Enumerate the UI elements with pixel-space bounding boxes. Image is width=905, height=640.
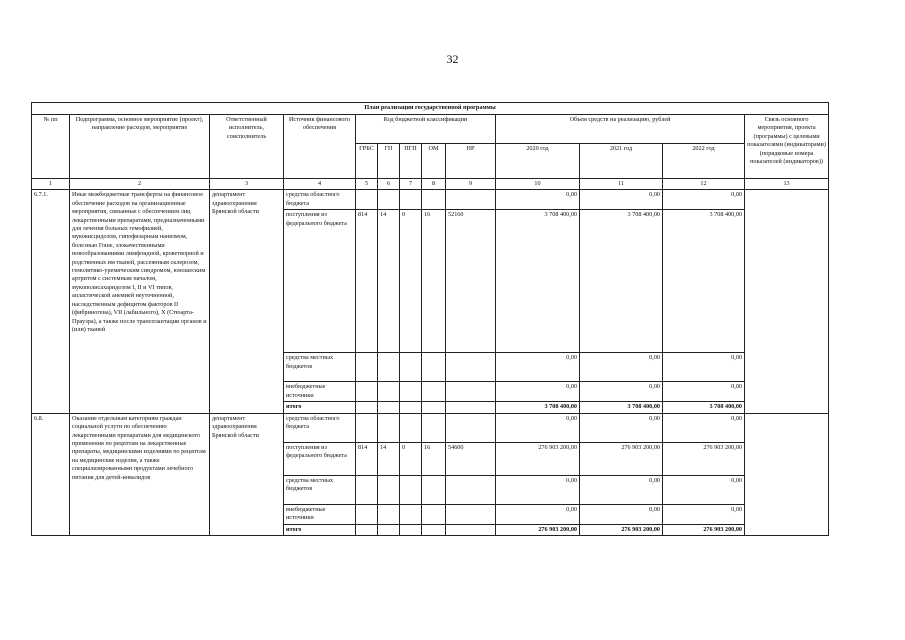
cell-grbs — [356, 413, 378, 442]
cell-pgp — [400, 413, 422, 442]
table-row — [32, 190, 829, 210]
cell-2022: 0,00 — [663, 382, 745, 402]
cell-nr — [446, 475, 496, 504]
col-number: 7 — [400, 179, 422, 190]
cell-om — [422, 504, 446, 524]
row-name: Оказание отдельным категориям граждан социальной услуги по обеспечению лекарственными препаратами для медицинского применения по рецептам на лекарственные препараты, медицинскими изделиями по рецептам на медицинские изделия, а также специализированными продуктами лечебного питания для детей-инвалидов — [70, 413, 210, 535]
cell-om — [422, 402, 446, 413]
cell-om — [422, 382, 446, 402]
row-source-total: итого — [284, 402, 356, 413]
column-number-row — [32, 179, 829, 190]
cell-om — [422, 475, 446, 504]
col-number: 8 — [422, 179, 446, 190]
row-source: поступления из федерального бюджета — [284, 210, 356, 353]
cell-gp — [378, 524, 400, 535]
cell-2021: 0,00 — [580, 504, 663, 524]
cell-gp — [378, 190, 400, 210]
header-name: Подпрограмма, основное мероприятие (проект), направление расходов, мероприятие — [70, 115, 210, 179]
cell-gp — [378, 382, 400, 402]
col-number: 10 — [496, 179, 580, 190]
cell-gp: 14 — [378, 210, 400, 353]
cell-2022: 0,00 — [663, 353, 745, 382]
cell-2022: 0,00 — [663, 504, 745, 524]
cell-2020: 0,00 — [496, 504, 580, 524]
cell-grbs — [356, 353, 378, 382]
cell-om — [422, 413, 446, 442]
col-number: 4 — [284, 179, 356, 190]
cell-2022: 0,00 — [663, 475, 745, 504]
cell-om — [422, 353, 446, 382]
cell-2021: 0,00 — [580, 382, 663, 402]
header-num: № пп — [32, 115, 70, 179]
cell-gp: 14 — [378, 442, 400, 475]
cell-2022: 0,00 — [663, 413, 745, 442]
cell-om — [422, 524, 446, 535]
table-title: План реализации государственной программы — [32, 103, 829, 115]
header-kbk: Код бюджетной классификации — [356, 115, 496, 144]
cell-nr — [446, 382, 496, 402]
cell-gp — [378, 413, 400, 442]
col-number: 12 — [663, 179, 745, 190]
cell-nr — [446, 524, 496, 535]
cell-pgp — [400, 353, 422, 382]
row-source: средства областного бюджета — [284, 413, 356, 442]
cell-2020: 3 708 400,00 — [496, 210, 580, 353]
header-nr: НР — [446, 144, 496, 179]
cell-nr — [446, 504, 496, 524]
cell-2020-total: 276 903 200,00 — [496, 524, 580, 535]
col-number: 3 — [210, 179, 284, 190]
col-number: 9 — [446, 179, 496, 190]
row-source: средства областного бюджета — [284, 190, 356, 210]
page-number: 32 — [446, 52, 459, 66]
cell-2020: 0,00 — [496, 413, 580, 442]
cell-2022: 3 708 400,00 — [663, 210, 745, 353]
row-name: Иные межбюджетные трансферты на финансовое обеспечение расходов на организационные мероприятия, связанные с обеспечением лиц лекарственными препаратами, предназначенными для лечения больных гемофилией, муковисцидозом, гипофизарным нанизмом, болезнью Гоше, злокачественными новообразованиями лимфоидной, кроветворной и родственных им тканей, рассеянным склерозом, гемолитико-уремическим синдромом, юношеским артритом с системным началом, мукополисахаридозом I, II и VI типов, апластической анемией неуточненной, наследственным дефицитом факторов II (фибриногена), VII (лабильного), X (Стюарта-Прауэра), а также после трансплантации органов и (или) тканей — [70, 190, 210, 413]
cell-om: 16 — [422, 442, 446, 475]
header-source: Источник финансового обеспечения — [284, 115, 356, 179]
cell-2021: 0,00 — [580, 475, 663, 504]
cell-2022: 276 903 200,00 — [663, 442, 745, 475]
cell-pgp: 0 — [400, 442, 422, 475]
cell-nr: 52160 — [446, 210, 496, 353]
cell-pgp — [400, 504, 422, 524]
cell-grbs — [356, 382, 378, 402]
row-num: 6.7.1. — [32, 190, 70, 413]
cell-link — [745, 413, 829, 535]
cell-2022: 0,00 — [663, 190, 745, 210]
cell-om: 16 — [422, 210, 446, 353]
cell-link — [745, 190, 829, 413]
row-source: средства местных бюджетов — [284, 353, 356, 382]
header-grbs: ГРБС — [356, 144, 378, 179]
cell-nr: 54600 — [446, 442, 496, 475]
cell-2022-total: 3 708 400,00 — [663, 402, 745, 413]
cell-grbs — [356, 475, 378, 504]
header-gp: ГП — [378, 144, 400, 179]
cell-2020: 0,00 — [496, 475, 580, 504]
cell-gp — [378, 475, 400, 504]
cell-nr — [446, 413, 496, 442]
cell-pgp — [400, 190, 422, 210]
row-num: 6.8. — [32, 413, 70, 535]
cell-2021: 0,00 — [580, 190, 663, 210]
col-number: 6 — [378, 179, 400, 190]
cell-gp — [378, 504, 400, 524]
cell-nr — [446, 353, 496, 382]
header-link: Связь основного мероприятия, проекта (программы) с целевыми показателями (индикаторами) (порядковые номера показателей (индикаторов)) — [745, 115, 829, 179]
row-source-total: итого — [284, 524, 356, 535]
row-executor: департамент здравоохранения Брянской области — [210, 190, 284, 413]
cell-pgp — [400, 475, 422, 504]
table-row — [32, 413, 829, 442]
col-number: 2 — [70, 179, 210, 190]
cell-2022-total: 276 903 200,00 — [663, 524, 745, 535]
cell-grbs: 814 — [356, 210, 378, 353]
program-plan-table — [31, 102, 829, 536]
cell-2021-total: 3 708 400,00 — [580, 402, 663, 413]
header-executor: Ответственный исполнитель, соисполнитель — [210, 115, 284, 179]
row-executor: департамент здравоохранения Брянской области — [210, 413, 284, 535]
cell-2021: 3 708 400,00 — [580, 210, 663, 353]
cell-grbs — [356, 524, 378, 535]
header-2021: 2021 год — [580, 144, 663, 179]
header-pgp: ПГП — [400, 144, 422, 179]
header-volume: Объем средств на реализацию, рублей — [496, 115, 745, 144]
header-2022: 2022 год — [663, 144, 745, 179]
cell-gp — [378, 402, 400, 413]
cell-om — [422, 190, 446, 210]
cell-2021: 0,00 — [580, 353, 663, 382]
cell-2020: 0,00 — [496, 190, 580, 210]
cell-2020: 276 903 200,00 — [496, 442, 580, 475]
cell-2021-total: 276 903 200,00 — [580, 524, 663, 535]
cell-pgp — [400, 382, 422, 402]
cell-2020: 0,00 — [496, 382, 580, 402]
cell-grbs — [356, 402, 378, 413]
cell-2020: 0,00 — [496, 353, 580, 382]
cell-grbs — [356, 190, 378, 210]
col-number: 5 — [356, 179, 378, 190]
cell-nr — [446, 190, 496, 210]
col-number: 11 — [580, 179, 663, 190]
cell-pgp: 0 — [400, 210, 422, 353]
row-source: поступления из федерального бюджета — [284, 442, 356, 475]
col-number: 13 — [745, 179, 829, 190]
header-om: ОМ — [422, 144, 446, 179]
header-2020: 2020 год — [496, 144, 580, 179]
cell-nr — [446, 402, 496, 413]
cell-2020-total: 3 708 400,00 — [496, 402, 580, 413]
row-source: внебюджетные источники — [284, 382, 356, 402]
cell-pgp — [400, 402, 422, 413]
cell-2021: 0,00 — [580, 413, 663, 442]
cell-pgp — [400, 524, 422, 535]
cell-grbs — [356, 504, 378, 524]
cell-grbs: 814 — [356, 442, 378, 475]
cell-2021: 276 903 200,00 — [580, 442, 663, 475]
col-number: 1 — [32, 179, 70, 190]
row-source: внебюджетные источники — [284, 504, 356, 524]
cell-gp — [378, 353, 400, 382]
row-source: средства местных бюджетов — [284, 475, 356, 504]
